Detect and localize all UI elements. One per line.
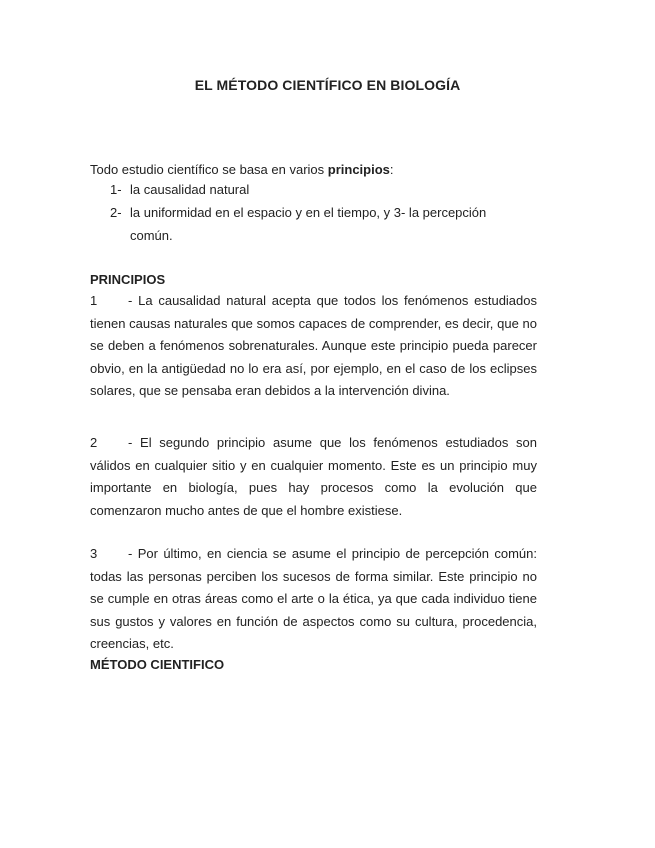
principles-list bbox=[110, 178, 530, 247]
paragraph-text: - Por último, en ciencia se asume el principio de percepción común: todas las personas perciben los sucesos de forma similar. Este principio no se cumple en otras áreas como el arte o la ética, ya que cada individuo tiene sus gustos y valores en función de aspectos como su cultura, procedencia, creencias, etc. bbox=[90, 546, 537, 652]
paragraph-principle-3 bbox=[90, 543, 537, 656]
list-item-number: 2- bbox=[110, 205, 122, 220]
paragraph-number: 3 bbox=[90, 546, 98, 561]
paragraph-text: - El segundo principio asume que los fenómenos estudiados son válidos en cualquier sitio y en cualquier momento. Este es un principio muy importante en biología, pues hay procesos como la evolución que comenzaron mucho antes de que el hombre existiese. bbox=[90, 435, 537, 518]
intro-bold-word: principios bbox=[327, 162, 390, 177]
list-item-number: 1- bbox=[110, 182, 122, 197]
paragraph-number: 1 bbox=[90, 293, 98, 308]
paragraph-number: 2 bbox=[90, 435, 98, 450]
intro-prefix: Todo estudio científico se basa en varios bbox=[90, 162, 328, 177]
document-title: EL MÉTODO CIENTÍFICO EN BIOLOGÍA bbox=[194, 77, 461, 93]
list-item bbox=[110, 178, 530, 201]
intro-suffix: : bbox=[389, 162, 394, 177]
list-item-text: la causalidad natural bbox=[130, 182, 250, 197]
paragraph-text: - La causalidad natural acepta que todos los fenómenos estudiados tienen causas naturales que somos capaces de comprender, es decir, que no se deben a fenómenos sobrenaturales. Aunque este principio pueda parecer obvio, en la antigüedad no lo era así, por ejemplo, en el caso de los eclipses solares, que se pensaba eran debidos a la intervención divina. bbox=[90, 293, 537, 399]
section-heading-metodo: MÉTODO CIENTIFICO bbox=[90, 657, 225, 672]
paragraph-principle-2 bbox=[90, 432, 537, 522]
list-item bbox=[110, 201, 530, 247]
section-heading-principios: PRINCIPIOS bbox=[90, 272, 166, 287]
list-item-text: la uniformidad en el espacio y en el tiempo, y 3- la percepción común. bbox=[130, 205, 487, 243]
paragraph-principle-1 bbox=[90, 290, 537, 403]
